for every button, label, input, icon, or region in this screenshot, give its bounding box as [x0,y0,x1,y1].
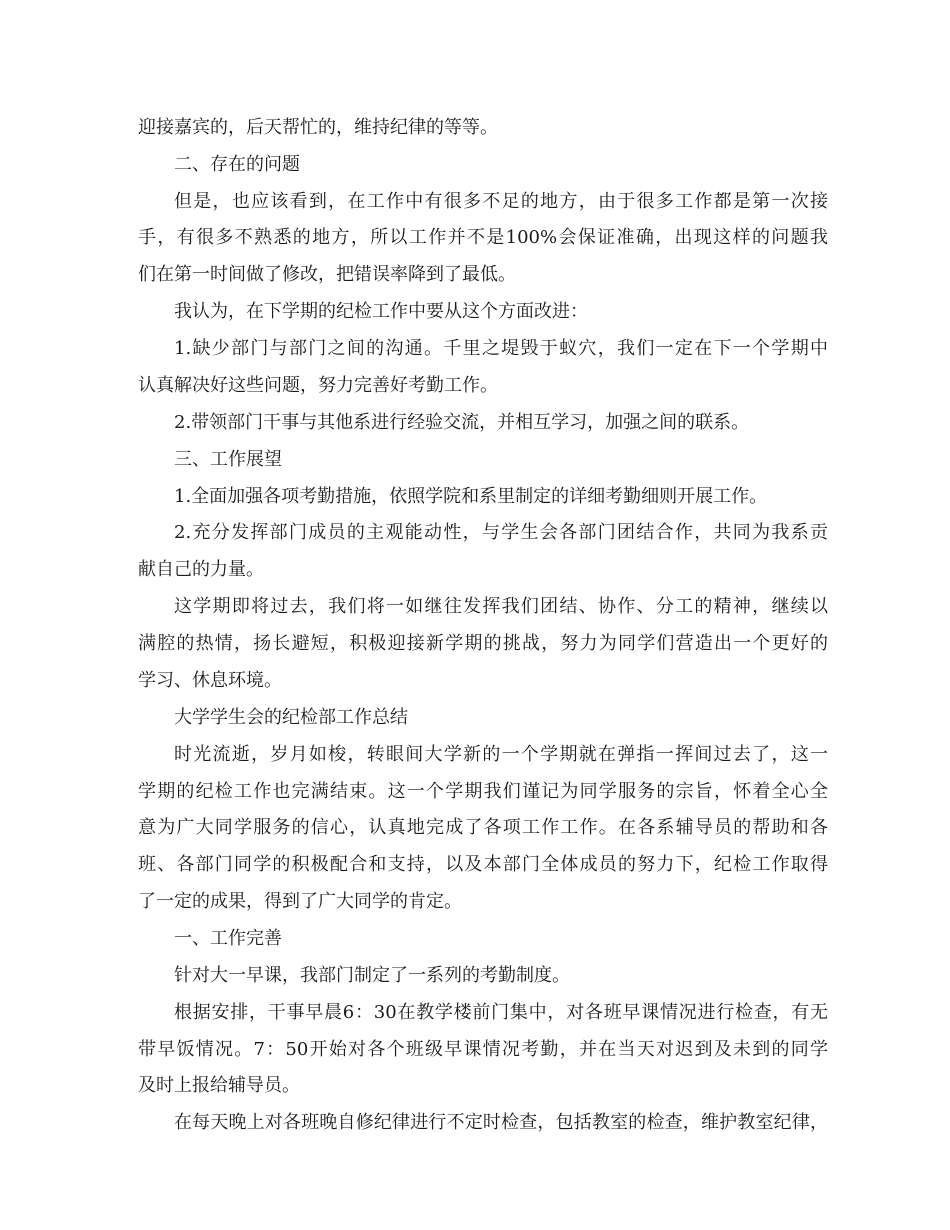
text-line: 学习、休息环境。 [138,670,282,691]
section-heading: 一、工作完善 [174,928,282,949]
text-line: 献自己的力量。 [138,559,264,580]
text-line: 手，有很多不熟悉的地方，所以工作并不是100%会保证准确，出现这样的问题我 [138,227,828,248]
section-title: 大学学生会的纪检部工作总结 [174,707,408,728]
text-line: 1.全面加强各项考勤措施，依照学院和系里制定的详细考勤细则开展工作。 [174,486,768,507]
section-heading: 二、存在的问题 [174,154,300,175]
text-line: 根据安排，干事早晨6：30在教学楼前门集中，对各班早课情况进行检查，有无 [174,1002,828,1023]
text-line: 满腔的热情，扬长避短，积极迎接新学期的挑战，努力为同学们营造出一个更好的 [138,633,828,654]
text-line: 针对大一早课，我部门制定了一系列的考勤制度。 [174,965,570,986]
text-line: 们在第一时间做了修改，把错误率降到了最低。 [138,264,516,285]
text-line: 学期的纪检工作也完满结束。这一个学期我们谨记为同学服务的宗旨，怀着全心全 [138,781,828,802]
text-line: 带早饭情况。7：50开始对各个班级早课情况考勤，并在当天对迟到及未到的同学 [138,1039,828,1060]
text-line: 我认为，在下学期的纪检工作中要从这个方面改进： [174,301,588,322]
text-line: 班、各部门同学的积极配合和支持，以及本部门全体成员的努力下，纪检工作取得 [138,854,828,875]
text-line: 迎接嘉宾的，后天帮忙的，维持纪律的等等。 [138,117,498,138]
text-line: 及时上报给辅导员。 [138,1075,300,1096]
text-line: 2.充分发挥部门成员的主观能动性，与学生会各部门团结合作，共同为我系贡 [174,522,828,543]
section-heading: 三、工作展望 [174,449,282,470]
text-line: 1.缺少部门与部门之间的沟通。千里之堤毁于蚁穴，我们一定在下一个学期中 [174,338,828,359]
text-line: 意为广大同学服务的信心，认真地完成了各项工作工作。在各系辅导员的帮助和各 [138,817,828,838]
text-line: 了一定的成果，得到了广大同学的肯定。 [138,891,462,912]
text-line: 2.带领部门干事与其他系进行经验交流，并相互学习，加强之间的联系。 [174,412,750,433]
text-line: 时光流逝，岁月如梭，转眼间大学新的一个学期就在弹指一挥间过去了，这一 [174,744,828,765]
text-line: 这学期即将过去，我们将一如继往发挥我们团结、协作、分工的精神，继续以 [174,596,828,617]
text-line: 在每天晚上对各班晚自修纪律进行不定时检查，包括教室的检查，维护教室纪律， [174,1112,828,1133]
text-line: 认真解决好这些问题，努力完善好考勤工作。 [138,375,498,396]
text-line: 但是，也应该看到，在工作中有很多不足的地方，由于很多工作都是第一次接 [174,191,828,212]
